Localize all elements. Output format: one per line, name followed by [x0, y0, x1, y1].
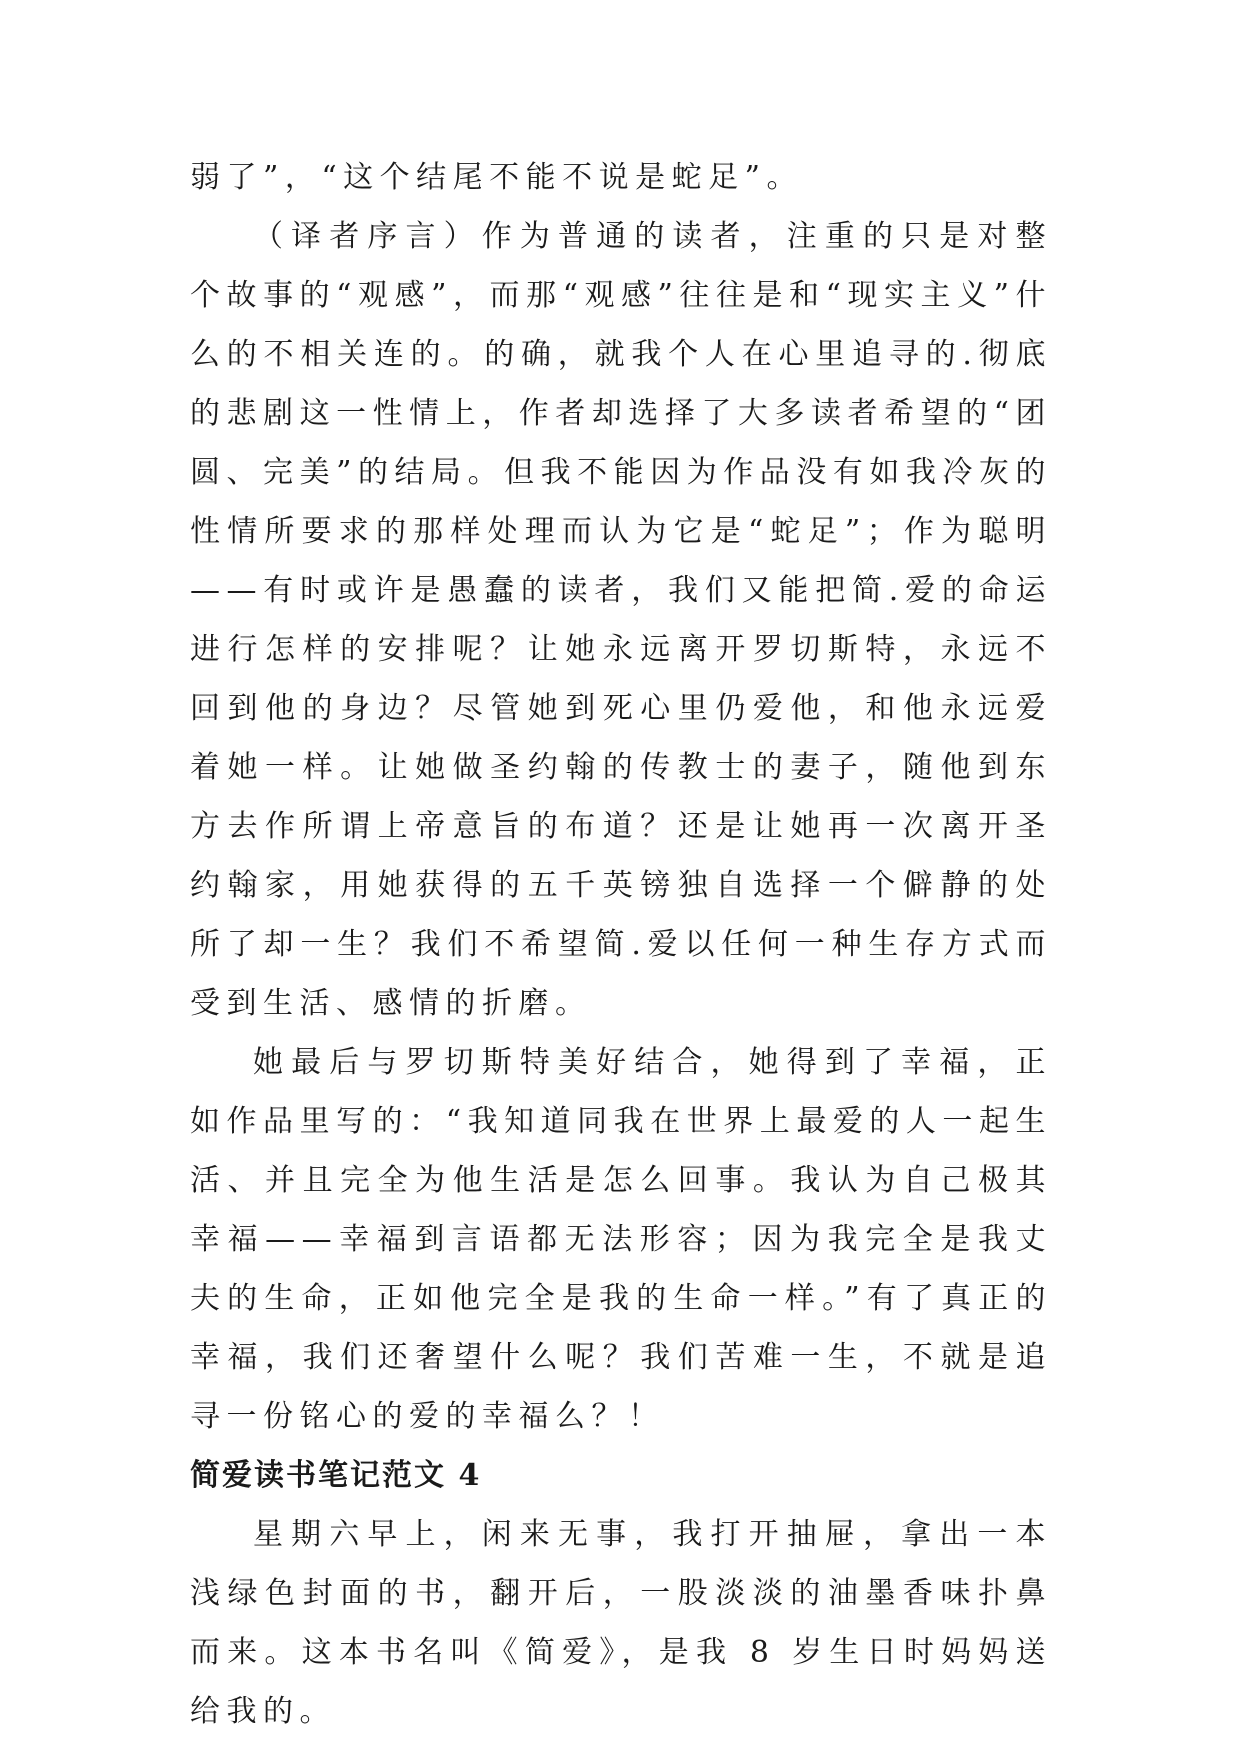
paragraph-continuation: 弱了”，“这个结尾不能不说是蛇足”。: [190, 160, 804, 195]
document-body: [190, 148, 1052, 1741]
paragraph-saturday-morning: 星期六早上，闲来无事，我打开抽屉，拿出一本浅绿色封面的书，翻开后，一股淡淡的油墨香味扑鼻而来。这本书名叫《简爱》，是我 8 岁生日时妈妈送给我的。: [190, 1517, 1052, 1729]
paragraph-translator-preface: （译者序言）作为普通的读者，注重的只是对整个故事的“观感”，而那“观感”往往是和“现实主义”什么的不相关连的。的确，就我个人在心里追寻的.彻底的悲剧这一性情上，作者却选择了大多读者希望的“团圆、完美”的结局。但我不能因为作品没有如我冷灰的性情所要求的那样处理而认为它是“蛇足”；作为聪明——有时或许是愚蠢的读者，我们又能把简.爱的命运进行怎样的安排呢？让她永远离开罗切斯特，永远不回到他的身边？尽管她到死心里仍爱他，和他永远爱着她一样。让她做圣约翰的传教士的妻子，随他到东方去作所谓上帝意旨的布道？还是让她再一次离开圣约翰家，用她获得的五千英镑独自选择一个僻静的处所了却一生？我们不希望简.爱以任何一种生存方式而受到生活、感情的折磨。: [190, 219, 1052, 1021]
paragraph-happy-ending: 她最后与罗切斯特美好结合，她得到了幸福，正如作品里写的：“我知道同我在世界上最爱的人一起生活、并且完全为他生活是怎么回事。我认为自己极其幸福——幸福到言语都无法形容；因为我完全是我丈夫的生命，正如他完全是我的生命一样。”有了真正的幸福，我们还奢望什么呢？我们苦难一生，不就是追寻一份铭心的爱的幸福么？！: [190, 1045, 1052, 1434]
section-heading: 简爱读书笔记范文 4: [190, 1458, 482, 1493]
